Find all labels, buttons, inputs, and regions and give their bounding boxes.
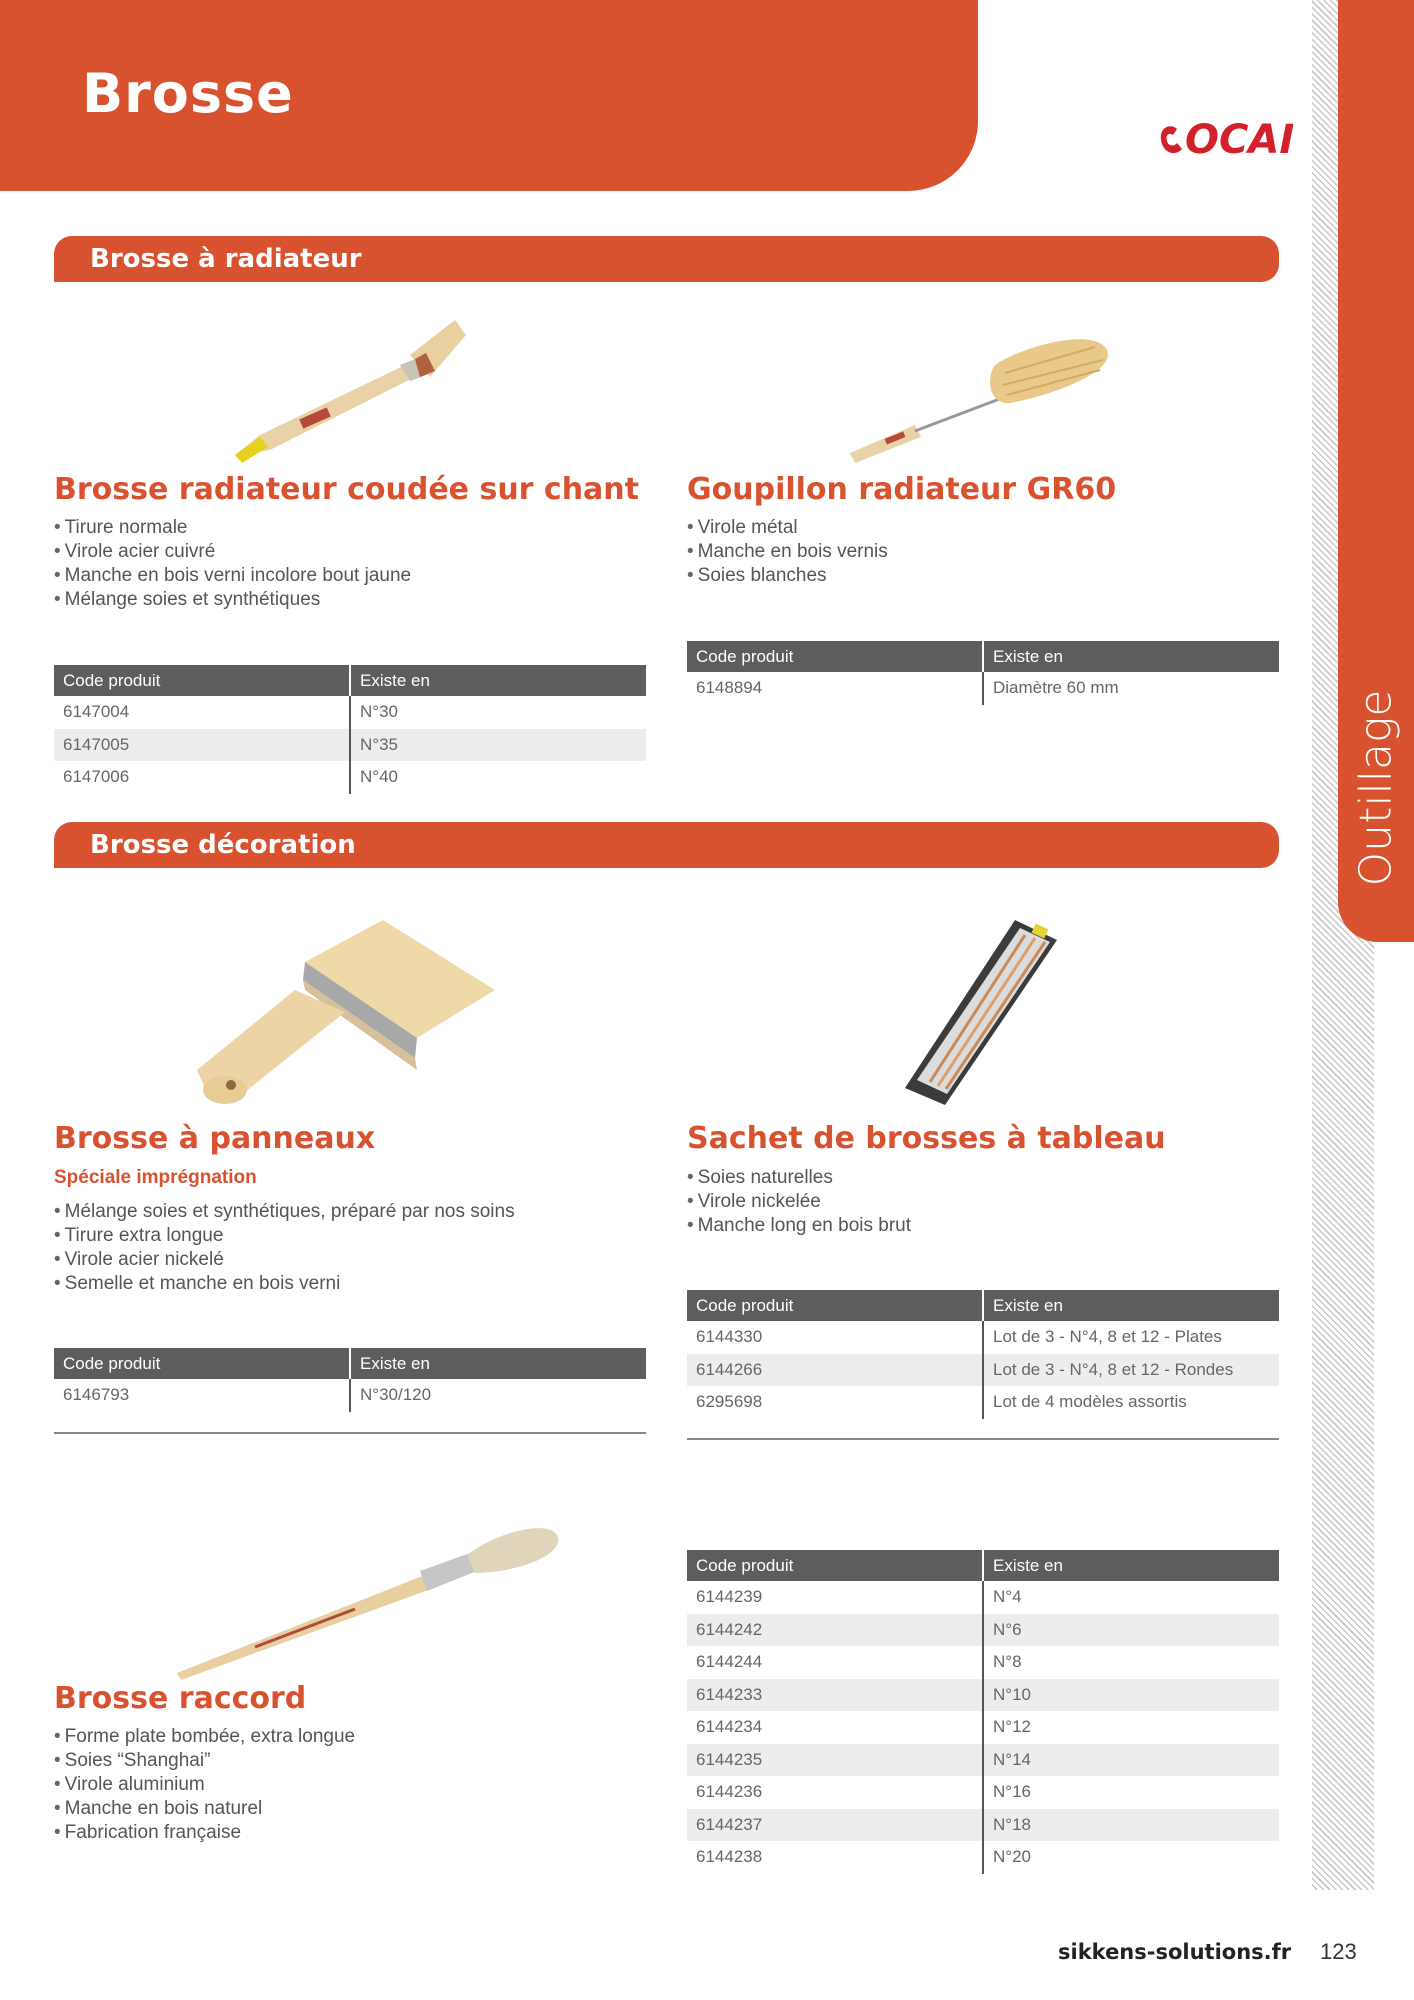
- feature-item: • Soies naturelles: [687, 1166, 911, 1190]
- product-code: 6295698: [696, 1392, 763, 1412]
- product-code: 6144244: [696, 1652, 763, 1672]
- table-row: [687, 1386, 1279, 1419]
- product-table-tableau: [687, 1290, 1279, 1419]
- product-title-radiateur-coudee: Brosse radiateur coudée sur chant: [54, 472, 639, 507]
- product-size: N°35: [350, 729, 646, 762]
- feature-list-panneaux: [54, 1200, 515, 1296]
- product-code: 6144239: [696, 1587, 763, 1607]
- feature-item: • Tirure normale: [54, 516, 411, 540]
- table-row: [687, 1776, 1279, 1809]
- feature-item: • Fabrication française: [54, 1821, 355, 1845]
- product-title-raccord: Brosse raccord: [54, 1681, 307, 1716]
- table-row: [687, 1646, 1279, 1679]
- table-row: [687, 1809, 1279, 1842]
- product-size: Lot de 3 - N°4, 8 et 12 - Rondes: [983, 1354, 1279, 1387]
- product-size: N°14: [983, 1744, 1279, 1777]
- product-title-goupillon: Goupillon radiateur GR60: [687, 472, 1117, 507]
- product-code: 6144330: [696, 1327, 763, 1347]
- product-code: 6144236: [696, 1782, 763, 1802]
- feature-list-radiateur-coudee: [54, 516, 411, 612]
- feature-item: • Semelle et manche en bois verni: [54, 1272, 515, 1296]
- tableau-brushes-pack-image: [905, 920, 1065, 1105]
- column-header: Existe en: [350, 1348, 646, 1379]
- table-row: [687, 1581, 1279, 1614]
- product-size: Lot de 4 modèles assortis: [983, 1386, 1279, 1419]
- feature-item: • Mélange soies et synthétiques: [54, 588, 411, 612]
- product-code: 6144235: [687, 1744, 983, 1777]
- table-row: [687, 1841, 1279, 1874]
- feature-item: • Virole acier cuivré: [54, 540, 411, 564]
- brand-logo: [1155, 113, 1295, 163]
- column-header: Existe en: [983, 1550, 1279, 1581]
- product-code: 6144242: [687, 1614, 983, 1647]
- product-table-raccord: [687, 1550, 1279, 1874]
- side-category-label: [1338, 0, 1414, 942]
- table-row: [687, 672, 1279, 705]
- product-size: N°40: [350, 761, 646, 794]
- product-size: N°30/120: [350, 1379, 646, 1412]
- radiator-brush-image: [230, 315, 470, 465]
- feature-item: • Tirure extra longue: [54, 1224, 515, 1248]
- feature-item: • Manche en bois vernis: [687, 540, 888, 564]
- feature-item: • Forme plate bombée, extra longue: [54, 1725, 355, 1749]
- goupillon-image: [845, 325, 1125, 465]
- table-row: [687, 1744, 1279, 1777]
- product-code: 6144234: [696, 1717, 763, 1737]
- product-code: 6144266: [687, 1354, 983, 1387]
- table-row: [687, 1711, 1279, 1744]
- product-code: 6144238: [696, 1847, 763, 1867]
- column-header: Code produit: [687, 1550, 983, 1581]
- feature-item: • Mélange soies et synthétiques, préparé par nos soins: [54, 1200, 515, 1224]
- table-row: [54, 729, 646, 762]
- feature-item: • Manche en bois verni incolore bout jaune: [54, 564, 411, 588]
- product-table-radiateur-coudee: [54, 665, 646, 794]
- page-title: Brosse: [82, 62, 294, 125]
- product-table-panneaux: [54, 1348, 646, 1412]
- feature-list-goupillon: [687, 516, 888, 588]
- section-bar-radiateur: [54, 236, 1279, 282]
- table-row: [54, 1379, 646, 1412]
- column-header: Code produit: [54, 1348, 350, 1379]
- column-header: Existe en: [983, 1290, 1279, 1321]
- panel-brush-image: [195, 920, 505, 1115]
- product-size: N°10: [983, 1679, 1279, 1712]
- section-title: Brosse à radiateur: [90, 244, 362, 274]
- product-size: N°20: [983, 1841, 1279, 1874]
- product-size: N°4: [983, 1581, 1279, 1614]
- product-size: N°18: [983, 1809, 1279, 1842]
- table-row: [687, 1679, 1279, 1712]
- table-row: [687, 1614, 1279, 1647]
- feature-item: • Virole métal: [687, 516, 888, 540]
- section-title: Brosse décoration: [90, 830, 356, 860]
- product-size: N°30: [350, 696, 646, 729]
- table-row: [687, 1354, 1279, 1387]
- feature-item: • Virole aluminium: [54, 1773, 355, 1797]
- product-table-goupillon: [687, 641, 1279, 705]
- product-size: N°16: [983, 1776, 1279, 1809]
- product-code: 6147004: [63, 702, 130, 722]
- column-header: Existe en: [983, 641, 1279, 672]
- column-header: Existe en: [350, 665, 646, 696]
- table-row: [54, 696, 646, 729]
- raccord-brush-image: [175, 1525, 565, 1680]
- feature-item: • Soies blanches: [687, 564, 888, 588]
- column-header: Code produit: [687, 641, 983, 672]
- product-subtitle-panneaux: Spéciale imprégnation: [54, 1167, 257, 1188]
- product-size: N°6: [983, 1614, 1279, 1647]
- column-header: Code produit: [687, 1290, 983, 1321]
- section-bar-decoration: [54, 822, 1279, 868]
- product-size: N°12: [983, 1711, 1279, 1744]
- feature-list-tableau: [687, 1166, 911, 1238]
- product-code: 6144233: [687, 1679, 983, 1712]
- feature-list-raccord: [54, 1725, 355, 1845]
- feature-item: • Virole nickelée: [687, 1190, 911, 1214]
- feature-item: • Manche en bois naturel: [54, 1797, 355, 1821]
- section-divider: [687, 1438, 1279, 1440]
- product-size: Diamètre 60 mm: [983, 672, 1279, 705]
- product-size: N°8: [983, 1646, 1279, 1679]
- feature-item: • Manche long en bois brut: [687, 1214, 911, 1238]
- table-row: [687, 1321, 1279, 1354]
- feature-item: • Virole acier nickelé: [54, 1248, 515, 1272]
- side-category-text: Outillage: [1350, 689, 1402, 887]
- column-header: Code produit: [54, 665, 350, 696]
- product-size: Lot de 3 - N°4, 8 et 12 - Plates: [983, 1321, 1279, 1354]
- product-title-tableau: Sachet de brosses à tableau: [687, 1121, 1166, 1156]
- product-code: 6148894: [696, 678, 763, 698]
- product-code: 6147006: [63, 767, 130, 787]
- page-number: 123: [1320, 1939, 1357, 1964]
- product-code: 6144237: [687, 1809, 983, 1842]
- brand-logo-text: OCAI: [1185, 117, 1295, 163]
- table-row: [54, 761, 646, 794]
- product-code: 6147005: [54, 729, 350, 762]
- product-title-panneaux: Brosse à panneaux: [54, 1121, 376, 1156]
- feature-item: • Soies “Shanghai”: [54, 1749, 355, 1773]
- section-divider: [54, 1432, 646, 1434]
- product-code: 6146793: [63, 1385, 130, 1405]
- footer-website[interactable]: sikkens-solutions.fr: [1058, 1940, 1292, 1964]
